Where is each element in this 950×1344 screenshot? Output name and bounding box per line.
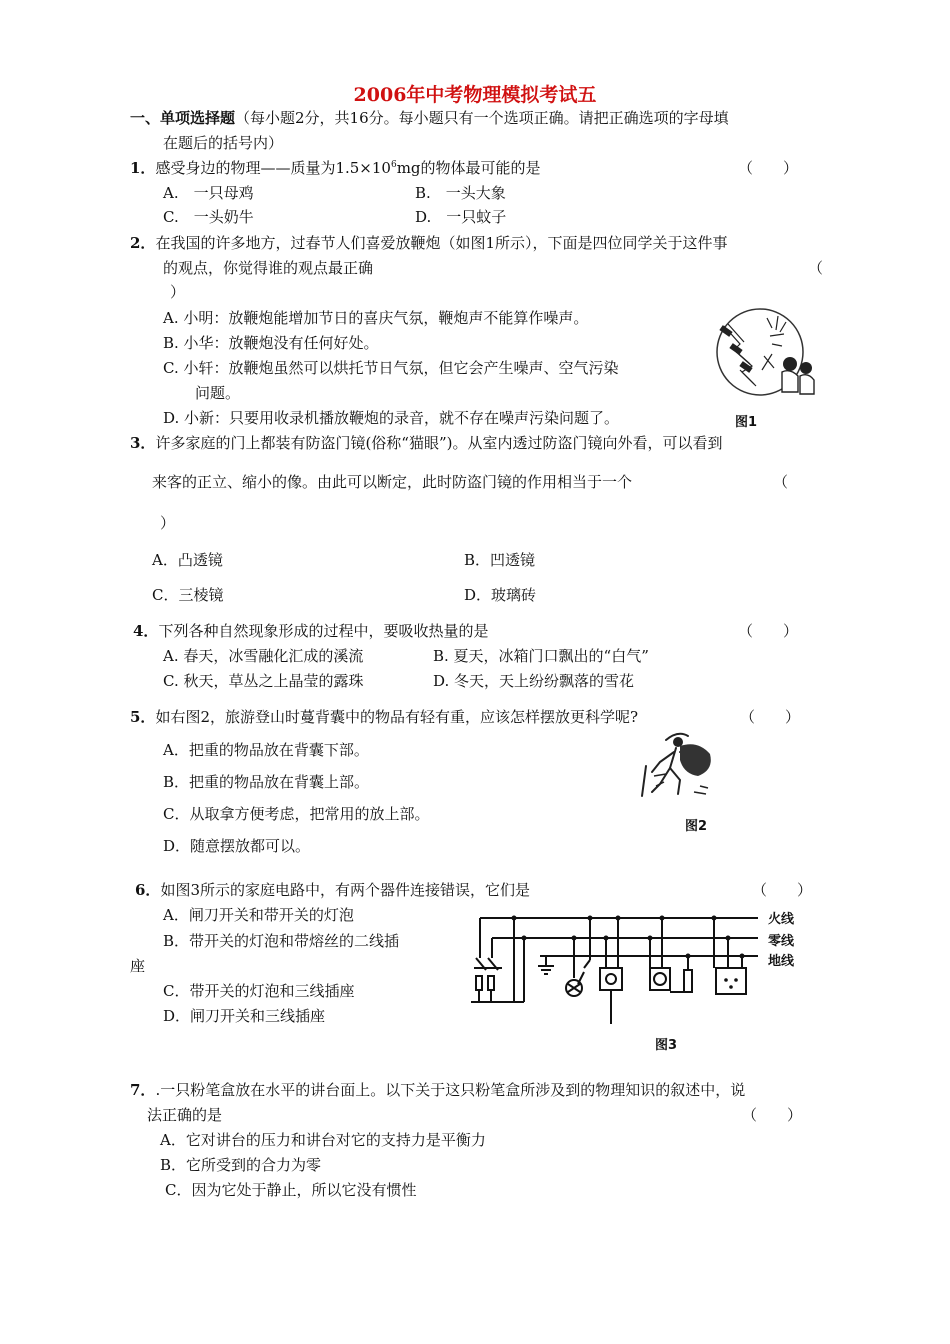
- q5-number: 5．: [130, 708, 156, 726]
- section-desc-1: （每小题2分，共16分。每小题只有一个选项正确。请把正确选项的字母填: [235, 109, 729, 127]
- q1-option-a[interactable]: A. 一只母鸡: [163, 184, 254, 202]
- q5-answer-paren[interactable]: （ ）: [740, 708, 801, 726]
- q6-option-b[interactable]: B．带开关的灯泡和带熔丝的二线插: [163, 932, 400, 950]
- q7-option-c[interactable]: C．因为它处于静止，所以它没有惯性: [165, 1181, 417, 1199]
- q4-answer-paren[interactable]: （ ）: [738, 622, 799, 640]
- firecracker-illustration: [712, 306, 820, 400]
- q4-option-d[interactable]: D. 冬天，天上纷纷飘落的雪花: [433, 672, 635, 690]
- q5-option-d[interactable]: D．随意摆放都可以。: [163, 837, 311, 855]
- neutral-wire-label: 零线: [768, 934, 795, 949]
- section-desc-2: 在题后的括号内）: [163, 134, 284, 152]
- q3-option-a[interactable]: A．凸透镜: [152, 551, 223, 569]
- q5-option-a[interactable]: A．把重的物品放在背囊下部。: [163, 741, 369, 759]
- q4-option-b[interactable]: B. 夏天，冰箱门口飘出的“白气”: [433, 647, 649, 665]
- q1-option-d[interactable]: D. 一只蚊子: [415, 208, 507, 226]
- q3-answer-paren-close[interactable]: ）: [160, 514, 176, 532]
- q3-option-b[interactable]: B．凹透镜: [464, 551, 536, 569]
- q3-number: 3．: [130, 434, 156, 452]
- q3-option-c[interactable]: C．三棱镜: [152, 586, 224, 604]
- q1-text-post: mg的物体最可能的是: [396, 159, 541, 177]
- q5-text: 如右图2，旅游登山时蔓背囊中的物品有轻有重，应该怎样摆放更科学呢?: [155, 708, 639, 726]
- q1-exponent: 6: [390, 160, 397, 170]
- section-label: 一、单项选择题: [130, 109, 236, 127]
- q2-option-d[interactable]: D. 小新：只要用收录机播放鞭炮的录音，就不存在噪声污染问题了。: [163, 409, 620, 427]
- q2-option-c[interactable]: C. 小轩：放鞭炮虽然可以烘托节日气氛，但它会产生噪声、空气污染: [163, 359, 619, 377]
- q6-option-d[interactable]: D．闸刀开关和三线插座: [163, 1007, 326, 1025]
- q1-answer-paren[interactable]: （ ）: [738, 159, 799, 177]
- q2-option-a[interactable]: A. 小明：放鞭炮能增加节日的喜庆气氛，鞭炮声不能算作噪声。: [163, 309, 589, 327]
- q4-option-c[interactable]: C. 秋天，草丛之上晶莹的露珠: [163, 672, 364, 690]
- q2-stem-line-2: 的观点，你觉得谁的观点最正确: [163, 259, 374, 277]
- q6-number: 6．: [135, 881, 161, 899]
- q1-option-c[interactable]: C. 一头奶牛: [163, 208, 254, 226]
- q7-answer-paren[interactable]: （ ）: [742, 1106, 803, 1124]
- q4-number: 4．: [133, 622, 159, 640]
- q3-text-1: 许多家庭的门上都装有防盗门镜(俗称“猫眼”)。从室内透过防盗门镜向外看，可以看到: [155, 434, 723, 452]
- exam-title: 2006年中考物理模拟考试五: [353, 84, 597, 106]
- figure-1-caption: 图1: [735, 415, 758, 430]
- q6-option-a[interactable]: A．闸刀开关和带开关的灯泡: [163, 906, 354, 924]
- figure-2-caption: 图2: [685, 819, 708, 834]
- q3-answer-paren-open[interactable]: （: [773, 473, 789, 491]
- live-wire-label: 火线: [768, 912, 795, 927]
- q6-option-b-cont: 座: [130, 957, 146, 975]
- q6-answer-paren[interactable]: （ ）: [752, 881, 813, 899]
- q1-stem: [130, 158, 541, 178]
- q7-option-a[interactable]: A．它对讲台的压力和讲台对它的支持力是平衡力: [160, 1131, 486, 1149]
- q2-answer-paren-open[interactable]: （: [808, 259, 824, 277]
- household-circuit-diagram: [466, 906, 770, 1030]
- q2-stem-line-1: [130, 233, 728, 253]
- q7-number: 7．: [130, 1081, 156, 1099]
- q2-number: 2．: [130, 234, 156, 252]
- q5-option-c[interactable]: C．从取拿方便考虑，把常用的放上部。: [163, 805, 430, 823]
- hiker-illustration: [636, 726, 716, 800]
- q7-option-b[interactable]: B．它所受到的合力为零: [160, 1156, 322, 1174]
- q3-stem-line-1: [130, 433, 722, 453]
- section-header: [130, 108, 729, 128]
- ground-wire-label: 地线: [768, 954, 795, 969]
- q4-stem: [133, 621, 488, 641]
- q4-text: 下列各种自然现象形成的过程中，要吸收热量的是: [158, 622, 489, 640]
- q3-option-d[interactable]: D．玻璃砖: [464, 586, 537, 604]
- q2-text-1: 在我国的许多地方，过春节人们喜爱放鞭炮（如图1所示），下面是四位同学关于这件事: [155, 234, 728, 252]
- q5-stem: [130, 707, 638, 727]
- q1-number: 1．: [130, 159, 156, 177]
- q6-text: 如图3所示的家庭电路中，有两个器件连接错误，它们是: [160, 881, 530, 899]
- q6-option-c[interactable]: C．带开关的灯泡和三线插座: [163, 982, 355, 1000]
- q2-option-b[interactable]: B. 小华：放鞭炮没有任何好处。: [163, 334, 379, 352]
- q1-text-pre: 感受身边的物理——质量为1.5×10: [155, 159, 391, 177]
- q4-option-a[interactable]: A. 春天，冰雪融化汇成的溪流: [163, 647, 364, 665]
- q2-answer-paren-close[interactable]: ）: [170, 283, 186, 301]
- q1-option-b[interactable]: B. 一头大象: [415, 184, 506, 202]
- q7-stem-line-1: [130, 1080, 745, 1100]
- q6-stem: [135, 880, 530, 900]
- q3-stem-line-2: 来客的正立、缩小的像。由此可以断定，此时防盗门镜的作用相当于一个: [152, 473, 633, 491]
- q7-text-1: .一只粉笔盒放在水平的讲台面上。以下关于这只粉笔盒所涉及到的物理知识的叙述中，说: [155, 1081, 746, 1099]
- q2-option-c-cont: 问题。: [195, 384, 241, 402]
- figure-3-caption: 图3: [655, 1038, 678, 1053]
- q7-stem-line-2: 法正确的是: [147, 1106, 223, 1124]
- q5-option-b[interactable]: B．把重的物品放在背囊上部。: [163, 773, 370, 791]
